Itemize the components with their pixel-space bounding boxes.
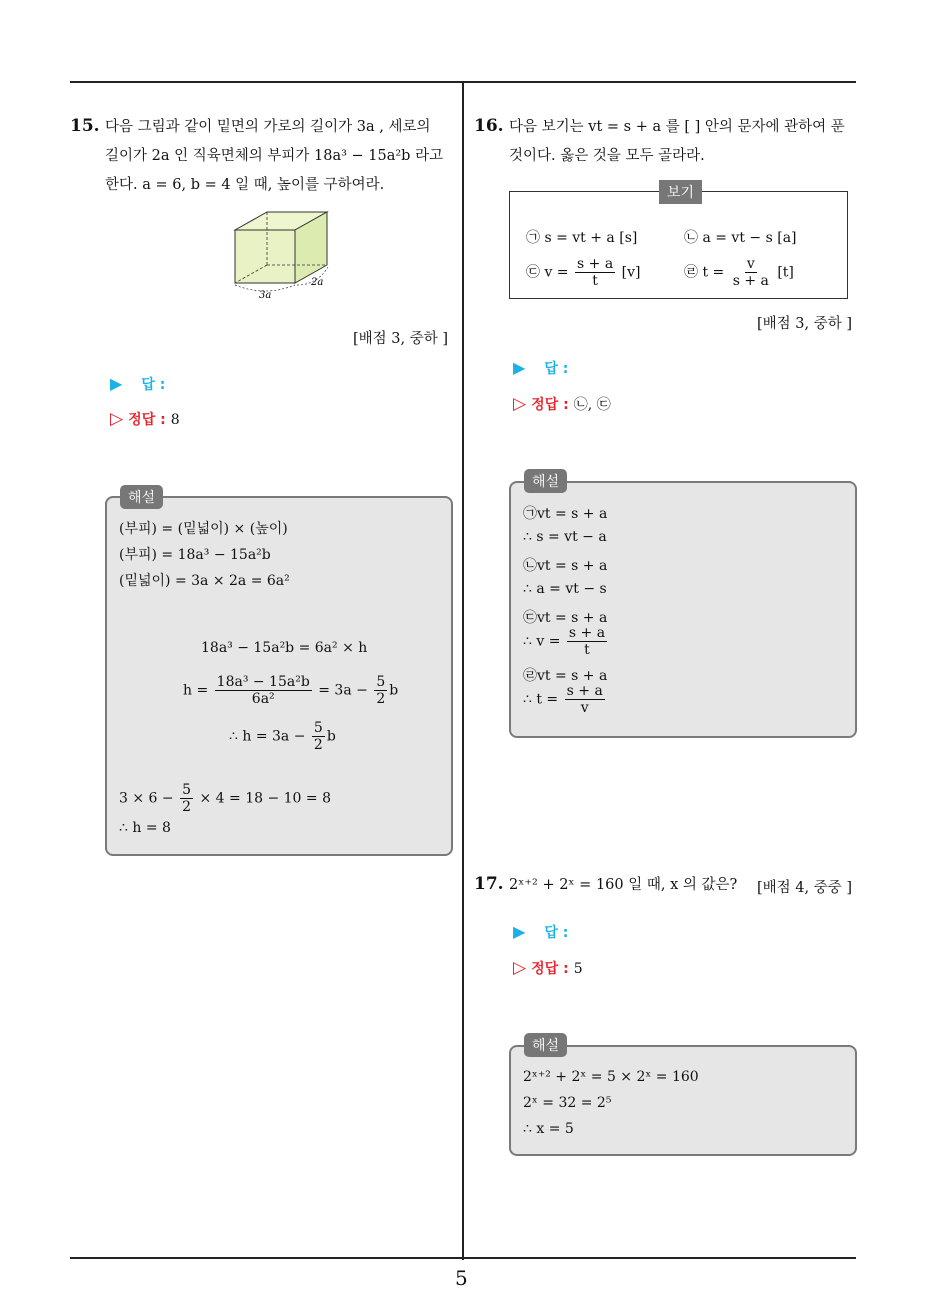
correct-value: 8 bbox=[170, 412, 180, 428]
correct-label: 정답 : bbox=[128, 412, 166, 428]
answer-label: 답 : bbox=[544, 361, 569, 377]
sol15-line-8: ∴ h = 8 bbox=[119, 820, 171, 836]
sol16-frac-1-den: t bbox=[584, 642, 590, 658]
cuboid-width-label: 3a bbox=[259, 290, 272, 300]
question-16-solution-box bbox=[509, 481, 857, 738]
sol15-frac-3-num: 5 bbox=[313, 720, 323, 736]
cuboid-depth-label: 2a bbox=[311, 277, 324, 288]
sol16-v-eq: ∴ v = bbox=[523, 633, 561, 650]
question-15-answer-row bbox=[110, 374, 165, 394]
play-icon: ▶ bbox=[513, 358, 526, 377]
sol16-line-5: ㉢vt = s + a bbox=[523, 610, 608, 626]
bogi-tag: 보기 bbox=[659, 180, 702, 204]
question-17-solution-tag: 해설 bbox=[524, 1033, 567, 1057]
sol15-line-4: 18a³ − 15a²b = 6a² × h bbox=[201, 640, 368, 656]
question-16-text bbox=[509, 113, 861, 171]
bogi-item-1: ㉠ s = vt + a [s] bbox=[526, 230, 638, 246]
cuboid-figure bbox=[225, 205, 345, 300]
page-number: 5 bbox=[455, 1266, 468, 1290]
sol15-frac-1 bbox=[215, 674, 312, 707]
sol15-frac-3 bbox=[312, 720, 325, 753]
sol16-frac-2 bbox=[565, 683, 605, 716]
sol15-frac-4-num: 5 bbox=[182, 782, 192, 798]
sol16-frac-1 bbox=[567, 625, 607, 658]
sol15-frac-1-den: 6a² bbox=[251, 691, 275, 707]
sol16-line-7: ㉣vt = s + a bbox=[523, 668, 608, 684]
bogi-frac-1 bbox=[575, 256, 615, 289]
sol15-frac-4 bbox=[180, 782, 193, 815]
question-16-correct-row bbox=[513, 394, 611, 414]
bogi-item-4 bbox=[684, 256, 794, 289]
question-17-correct-row bbox=[513, 958, 583, 978]
question-16-answer-row bbox=[513, 358, 568, 378]
answer-label: 답 : bbox=[141, 377, 166, 393]
bogi-item-3-bracket: [v] bbox=[621, 264, 641, 281]
sol16-line-6 bbox=[523, 625, 609, 658]
sol15-line-3: (밑넓이) = 3a × 2a = 6a² bbox=[119, 573, 290, 589]
sol15-frac-2-den: 2 bbox=[376, 691, 386, 707]
sol15-line-5 bbox=[183, 674, 398, 707]
bogi-frac-2-num: v bbox=[746, 256, 755, 272]
outline-play-icon: ▷ bbox=[513, 958, 527, 978]
sol15-calc-2: × 4 = 18 − 10 = 8 bbox=[199, 790, 331, 807]
correct-value: 5 bbox=[573, 961, 583, 977]
question-15-solution-box bbox=[105, 496, 453, 856]
question-15-solution-tag: 해설 bbox=[120, 485, 163, 509]
sol17-line-3: ∴ x = 5 bbox=[523, 1121, 574, 1137]
sol16-frac-1-num: s + a bbox=[568, 625, 606, 641]
sol15-line-6 bbox=[229, 720, 336, 753]
question-15-text bbox=[105, 113, 457, 200]
sol16-line-4: ∴ a = vt − s bbox=[523, 581, 607, 597]
sol15-line-7 bbox=[119, 782, 331, 815]
sol15-frac-2 bbox=[374, 674, 387, 707]
question-17-solution-box bbox=[509, 1045, 857, 1156]
sol15-frac-3-den: 2 bbox=[313, 737, 323, 753]
outline-play-icon: ▷ bbox=[513, 394, 527, 414]
correct-value: ㉡, ㉢ bbox=[573, 397, 611, 413]
bogi-item-2: ㉡ a = vt − s [a] bbox=[684, 230, 797, 246]
question-15-points: [배점 3, 중하 ] bbox=[353, 331, 449, 347]
bogi-frac-1-num: s + a bbox=[577, 256, 614, 272]
sol16-line-8 bbox=[523, 683, 607, 716]
question-17-text: 2ˣ⁺² + 2ˣ = 160 일 때, x 의 값은? bbox=[509, 877, 738, 893]
bogi-item-3 bbox=[526, 256, 640, 289]
sol16-frac-2-num: s + a bbox=[566, 683, 603, 699]
sol15-b: b bbox=[389, 682, 399, 699]
question-15-number: 15. bbox=[70, 116, 100, 136]
sol17-line-2: 2ˣ = 32 = 2⁵ bbox=[523, 1095, 612, 1111]
sol15-line-1: (부피) = (밑넓이) × (높이) bbox=[119, 521, 288, 537]
column-divider bbox=[462, 83, 464, 1260]
sol17-line-1: 2ˣ⁺² + 2ˣ = 5 × 2ˣ = 160 bbox=[523, 1069, 699, 1085]
bogi-item-3-lhs: ㉢ v = bbox=[526, 264, 569, 281]
question-16-solution-tag: 해설 bbox=[524, 469, 567, 493]
question-17-number: 17. bbox=[474, 874, 504, 894]
question-17-answer-row bbox=[513, 922, 568, 942]
question-16-line-2: 것이다. 옳은 것을 모두 골라라. bbox=[509, 148, 705, 164]
sol15-frac-1-num: 18a³ − 15a²b bbox=[216, 674, 310, 690]
question-15-line-2: 길이가 2a 인 직육면체의 부피가 18a³ − 15a²b 라고 bbox=[105, 148, 444, 164]
question-17-points: [배점 4, 중중 ] bbox=[757, 880, 853, 896]
outline-play-icon: ▷ bbox=[110, 409, 124, 429]
answer-label: 답 : bbox=[544, 925, 569, 941]
question-15-line-3: 한다. a = 6, b = 4 일 때, 높이를 구하여라. bbox=[105, 177, 385, 193]
bogi-frac-1-den: t bbox=[592, 273, 598, 289]
sol15-b-2: b bbox=[326, 728, 336, 745]
bogi-item-4-bracket: [t] bbox=[777, 264, 794, 281]
sol15-therefore-h: ∴ h = 3a − bbox=[229, 728, 306, 745]
correct-label: 정답 : bbox=[531, 961, 569, 977]
sol16-frac-2-den: v bbox=[580, 700, 589, 716]
sol15-eq-part: = 3a − bbox=[318, 682, 368, 699]
sol15-h-eq: h = bbox=[183, 682, 209, 699]
sol15-frac-4-den: 2 bbox=[182, 799, 192, 815]
question-16-points: [배점 3, 중하 ] bbox=[757, 316, 853, 332]
bogi-frac-2-den: s + a bbox=[732, 273, 769, 289]
bogi-item-4-lhs: ㉣ t = bbox=[684, 264, 725, 281]
sol16-line-3: ㉡vt = s + a bbox=[523, 558, 608, 574]
sol15-line-2: (부피) = 18a³ − 15a²b bbox=[119, 547, 271, 563]
sol15-calc-1: 3 × 6 − bbox=[119, 790, 174, 807]
sol16-t-eq: ∴ t = bbox=[523, 691, 559, 708]
bogi-frac-2 bbox=[731, 256, 771, 289]
play-icon: ▶ bbox=[513, 922, 526, 941]
question-15-correct-row bbox=[110, 409, 180, 429]
bottom-rule bbox=[70, 1257, 856, 1259]
sol16-line-1: ㉠vt = s + a bbox=[523, 506, 608, 522]
play-icon: ▶ bbox=[110, 374, 123, 393]
correct-label: 정답 : bbox=[531, 397, 569, 413]
question-15-line-1: 다음 그림과 같이 밑면의 가로의 길이가 3a , 세로의 bbox=[105, 119, 431, 135]
sol15-frac-2-num: 5 bbox=[376, 674, 386, 690]
bogi-box bbox=[509, 191, 848, 299]
question-16-line-1: 다음 보기는 vt = s + a 를 [ ] 안의 문자에 관하여 푼 bbox=[509, 119, 845, 135]
question-16-number: 16. bbox=[474, 116, 504, 136]
sol16-line-2: ∴ s = vt − a bbox=[523, 529, 607, 545]
